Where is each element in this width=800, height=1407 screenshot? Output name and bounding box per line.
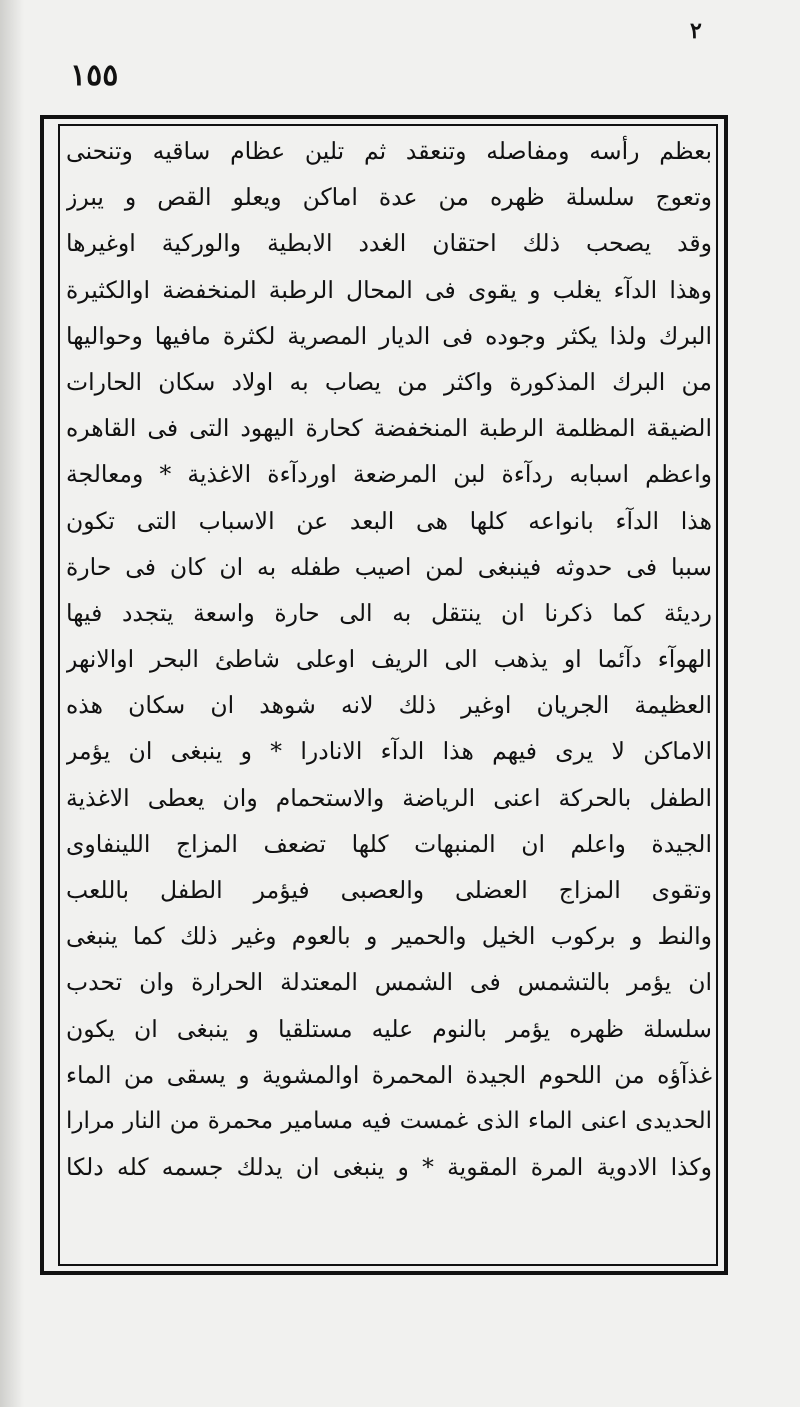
text-line: رديئة كما ذكرنا ان ينتقل به الى حارة واسعة يتجدد فيها xyxy=(66,598,712,627)
text-line: الهوآء دآئما او يذهب الى الريف اوعلى شاطئ البحر اوالانهر xyxy=(66,645,712,674)
text-line: هذا الدآء بانواعه كلها هى البعد عن الاسباب التى تكون xyxy=(66,506,712,535)
text-line: وهذا الدآء يغلب و يقوى فى المحال الرطبة المنخفضة اوالكثيرة xyxy=(66,275,712,304)
text-line: غذآؤه من اللحوم الجيدة المحمرة اوالمشوية و يسقى من الماء xyxy=(66,1060,712,1089)
text-line: الجيدة واعلم ان المنبهات كلها تضعف المزاج اللينفاوى xyxy=(66,829,712,858)
page-gutter-shadow xyxy=(0,0,24,1407)
text-line: وقد يصحب ذلك احتقان الغدد الابطية والوركية اوغيرها xyxy=(66,229,712,258)
text-line: واعظم اسبابه ردآءة لبن المرضعة اوردآءة الاغذية * ومعالجة xyxy=(66,460,712,489)
text-line: وتقوى المزاج العضلى والعصبى فيؤمر الطفل باللعب xyxy=(66,876,712,904)
text-line: سلسلة ظهره يؤمر بالنوم عليه مستلقيا و ينبغى ان يكون xyxy=(66,1014,712,1043)
text-line: الاماكن لا يرى فيهم هذا الدآء الانادرا * و ينبغى ان يؤمر xyxy=(66,737,712,766)
text-line: ان يؤمر بالتشمس فى الشمس المعتدلة الحرارة وان تحدب xyxy=(66,968,712,997)
text-line: وتعوج سلسلة ظهره من عدة اماكن ويعلو القص و يبرز xyxy=(66,183,712,212)
text-line: الحديدى اعنى الماء الذى غمست فيه مسامير محمرة من النار مرارا xyxy=(66,1107,712,1134)
text-line: بعظم رأسه ومفاصله وتنعقد ثم تلين عظام ساقيه وتنحنى xyxy=(66,137,712,165)
text-line: والنط و بركوب الخيل والحمير و بالعوم وغير ذلك كما ينبغى xyxy=(66,922,712,951)
text-line: العظيمة الجريان اوغير ذلك لانه شوهد ان سكان هذه xyxy=(66,691,712,720)
text-line: سببا فى حدوثه فينبغى لمن اصيب طفله به ان كان فى حارة xyxy=(66,552,712,581)
text-line: الطفل بالحركة اعنى الرياضة والاستحمام وان يعطى الاغذية xyxy=(66,783,712,812)
page-number: ١٥٥ xyxy=(70,58,119,93)
text-line: البرك ولذا يكثر وجوده فى الديار المصرية لكثرة مافيها وحواليها xyxy=(66,321,712,350)
page-text-body xyxy=(66,128,712,1190)
corner-mark: ٢ xyxy=(690,18,702,44)
text-line: الضيقة المظلمة الرطبة المنخفضة كحارة اليهود التى فى القاهره xyxy=(66,414,712,443)
text-line: من البرك المذكورة واكثر من يصاب به اولاد سكان الحارات xyxy=(66,367,712,396)
text-line: وكذا الادوية المرة المقوية * و ينبغى ان يدلك جسمه كله دلكا xyxy=(66,1153,712,1182)
